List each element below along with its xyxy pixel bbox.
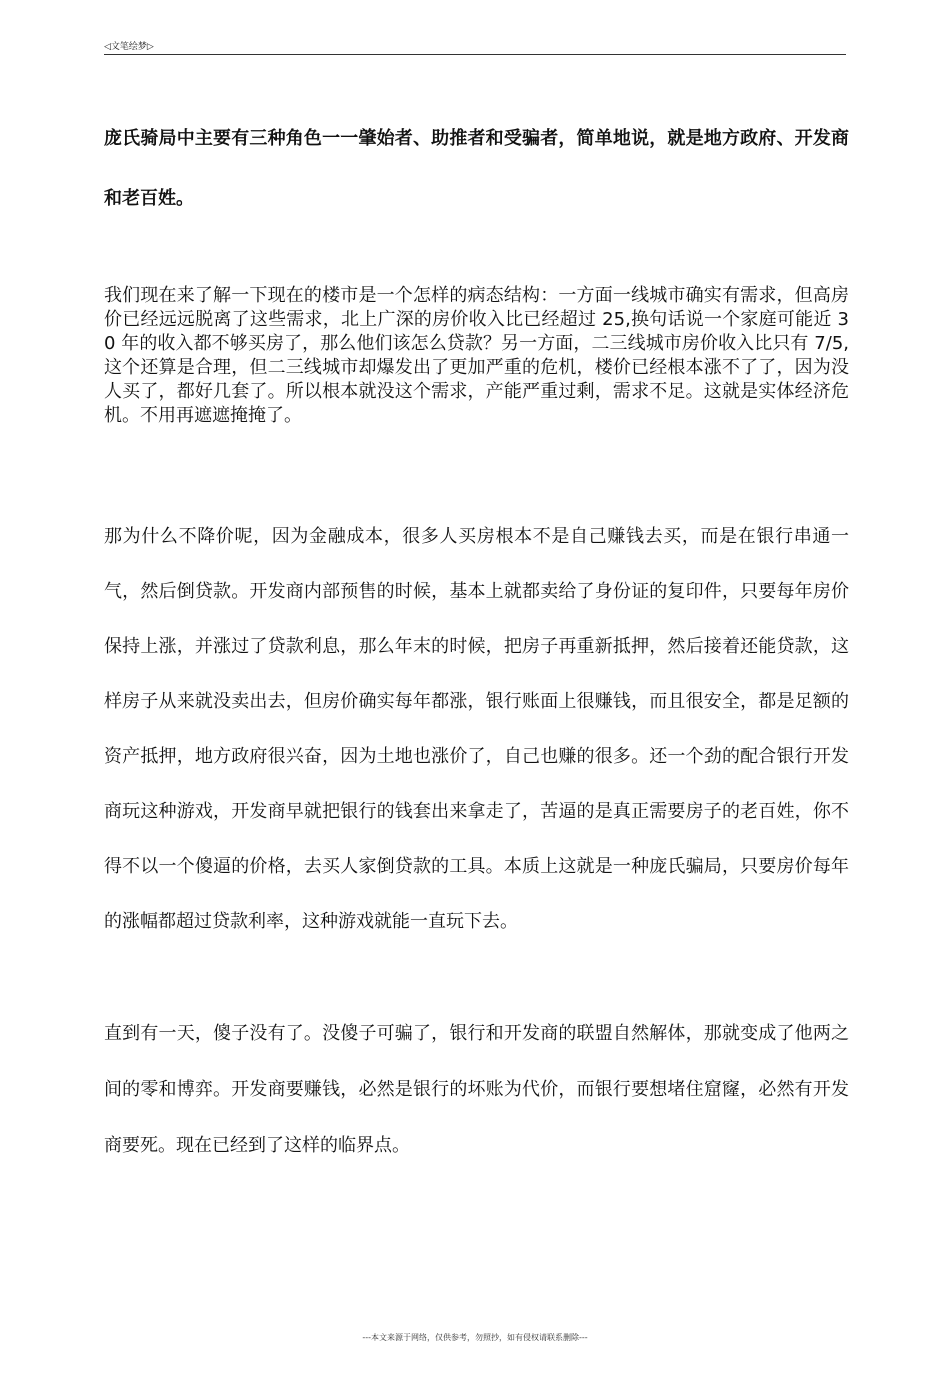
paragraph-endgame: 直到有一天，傻子没有了。没傻子可骗了，银行和开发商的联盟自然解体，那就变成了他两之间的零和博弈。开发商要赚钱，必然是银行的坏账为代价，而银行要想堵住窟窿，必然有开发商要死。现在已经到了这样的临界点。 xyxy=(104,1023,849,1156)
paragraph-intro: 庞氏骑局中主要有三种角色一一肇始者、助推者和受骗者，简单地说，就是地方政府、开发商和老百姓。 xyxy=(104,128,849,209)
page-header: ◁文笔绘梦▷ xyxy=(104,42,154,52)
page-footer: ---本文来源于网络，仅供参考，勿照抄，如有侵权请联系删除--- xyxy=(362,1333,588,1342)
paragraph-why-no-price-cut: 那为什么不降价呢，因为金融成本，很多人买房根本不是自己赚钱去买，而是在银行串通一气，然后倒贷款。开发商内部预售的时候，基本上就都卖给了身份证的复印件，只要每年房价保持上涨，并涨过了贷款利息，那么年末的时候，把房子再重新抵押，然后接着还能贷款，这样房子从来就没卖出去，但房价确实每年都涨，银行账面上很赚钱，而且很安全，都是足额的资产抵押，地方政府很兴奋，因为土地也涨价了，自己也赚的很多。还一个劲的配合银行开发商玩这种游戏，开发商早就把银行的钱套出来拿走了，苦逼的是真正需要房子的老百姓，你不得不以一个傻逼的价格，去买人家倒贷款的工具。本质上这就是一种庞氏骗局，只要房价每年的涨幅都超过贷款利率，这种游戏就能一直玩下去。 xyxy=(104,526,849,932)
header-divider xyxy=(104,54,846,55)
paragraph-market-structure: 我们现在来了解一下现在的楼市是一个怎样的病态结构：一方面一线城市确实有需求，但高房价已经远远脱离了这些需求，北上广深的房价收入比已经超过 25,换句话说一个家庭可能近 30 年的收入都不够买房了，那么他们该怎么贷款？另一方面，二三线城市房价收入比只有 7/5,这个还算是合理，但二三线城市却爆发出了更加严重的危机，楼价已经根本涨不了了，因为没人买了，都好几套了。所以根本就没这个需求，产能严重过剩，需求不足。这就是实体经济危机。不用再遮遮掩掩了。 xyxy=(104,285,849,426)
